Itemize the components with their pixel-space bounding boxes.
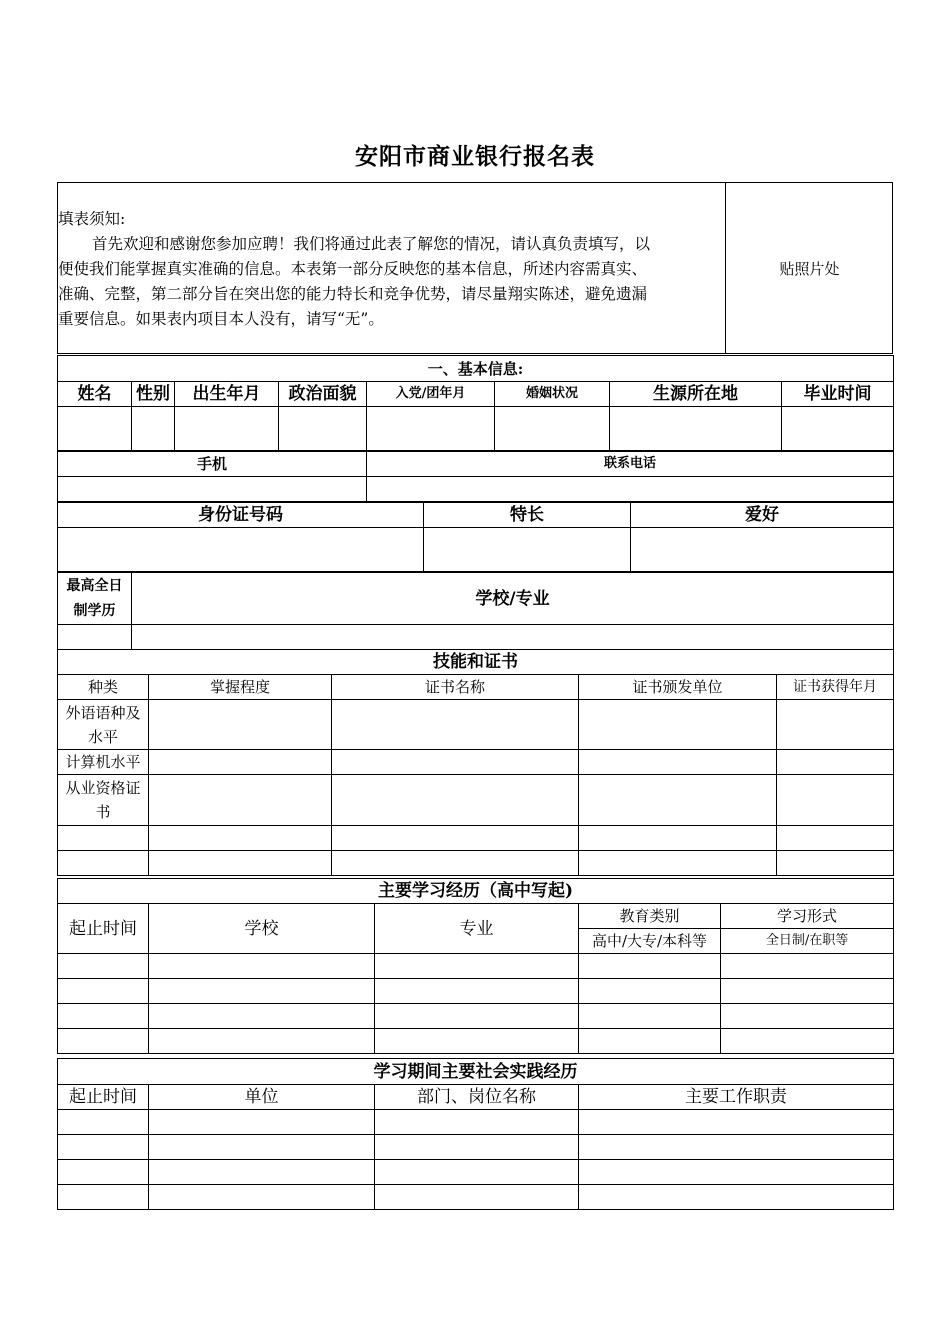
id-table [57,502,894,572]
skills-empty-cell[interactable] [332,851,579,876]
skills-empty-cell[interactable] [579,826,777,851]
practice-table [57,1058,894,1210]
cell-qualification-level[interactable] [149,775,332,826]
cell-computer-cert[interactable] [332,750,579,775]
notice-line-3: 准确、完整，第二部分旨在突出您的能力特长和竞争优势，请尽量翔实陈述，避免遗漏 [58,285,648,303]
col-type: 种类 [58,675,149,700]
practice-empty-cell[interactable] [58,1160,149,1185]
skills-table [57,649,894,876]
education-table [57,572,894,650]
col-issuer: 证书颁发单位 [579,675,777,700]
label-phone: 联系电话 [367,452,894,477]
col-practice-duty: 主要工作职责 [579,1085,894,1110]
cell-computer-date[interactable] [777,750,894,775]
label-party-date: 入党/团年月 [367,382,495,407]
label-birth: 出生年月 [175,382,279,407]
practice-empty-cell[interactable] [149,1185,375,1210]
practice-empty-cell[interactable] [579,1135,894,1160]
study-empty-cell[interactable] [579,954,721,979]
study-empty-cell[interactable] [579,1029,721,1054]
section-basic-info: 一、基本信息: [58,356,894,382]
practice-empty-cell[interactable] [375,1160,579,1185]
col-date: 证书获得年月 [777,675,894,700]
cell-qualification-cert[interactable] [332,775,579,826]
cell-computer-issuer[interactable] [579,750,777,775]
notice-line-4: 重要信息。如果表内项目本人没有，请写“无”。 [58,310,384,328]
practice-empty-cell[interactable] [149,1110,375,1135]
notice-line-2: 便使我们能掌握真实准确的信息。本表第一部分反映您的基本信息，所述内容需真实、 [58,260,648,278]
practice-empty-cell[interactable] [149,1135,375,1160]
cell-language-date[interactable] [777,700,894,750]
study-empty-cell[interactable] [721,954,894,979]
cell-qualification-issuer[interactable] [579,775,777,826]
skills-empty-cell[interactable] [777,826,894,851]
col-study-period: 起止时间 [58,904,149,954]
input-mobile[interactable] [58,477,367,502]
practice-empty-cell[interactable] [375,1110,579,1135]
skills-empty-cell[interactable] [777,851,894,876]
input-id-number[interactable] [58,528,424,572]
practice-empty-cell[interactable] [58,1135,149,1160]
row-language: 外语语种及水平 [58,700,149,750]
skills-empty-cell[interactable] [149,851,332,876]
col-practice-period: 起止时间 [58,1085,149,1110]
practice-empty-cell[interactable] [58,1110,149,1135]
input-gender[interactable] [132,407,175,451]
label-origin: 生源所在地 [610,382,782,407]
label-name: 姓名 [58,382,132,407]
study-empty-cell[interactable] [375,979,579,1004]
input-hobby[interactable] [631,528,894,572]
label-gender: 性别 [132,382,175,407]
row-qualification: 从业资格证书 [58,775,149,826]
input-origin[interactable] [610,407,782,451]
notice-box [57,182,893,354]
notice-heading: 填表须知: [58,210,126,228]
input-name[interactable] [58,407,132,451]
label-specialty: 特长 [424,503,631,528]
skills-empty-cell[interactable] [58,826,149,851]
col-edu-type: 教育类别 [579,904,721,929]
practice-empty-cell[interactable] [58,1185,149,1210]
practice-empty-cell[interactable] [579,1110,894,1135]
cell-computer-level[interactable] [149,750,332,775]
col-level: 掌握程度 [149,675,332,700]
input-party-date[interactable] [367,407,495,451]
page-title: 安阳市商业银行报名表 [355,143,595,170]
practice-empty-cell[interactable] [579,1185,894,1210]
basic-info-table [57,355,894,451]
skills-empty-cell[interactable] [149,826,332,851]
section-study: 主要学习经历（高中写起) [58,879,894,904]
col-study-form-hint: 全日制/在职等 [721,929,894,954]
col-cert: 证书名称 [332,675,579,700]
study-empty-cell[interactable] [149,979,375,1004]
label-mobile: 手机 [58,452,367,477]
photo-label: 贴照片处 [779,259,840,278]
col-practice-unit: 单位 [149,1085,375,1110]
study-empty-cell[interactable] [375,954,579,979]
input-education[interactable] [58,625,132,650]
label-marital: 婚姻状况 [495,382,610,407]
study-empty-cell[interactable] [58,954,149,979]
label-politics: 政治面貌 [279,382,367,407]
col-study-form: 学习形式 [721,904,894,929]
input-graduation[interactable] [782,407,894,451]
skills-empty-cell[interactable] [332,826,579,851]
cell-language-level[interactable] [149,700,332,750]
study-empty-cell[interactable] [58,1004,149,1029]
study-empty-cell[interactable] [579,1004,721,1029]
cell-language-cert[interactable] [332,700,579,750]
label-hobby: 爱好 [631,503,894,528]
label-school-major: 学校/专业 [132,573,894,625]
section-skills: 技能和证书 [58,650,894,675]
study-empty-cell[interactable] [721,979,894,1004]
input-politics[interactable] [279,407,367,451]
section-practice: 学习期间主要社会实践经历 [58,1059,894,1085]
study-empty-cell[interactable] [58,979,149,1004]
skills-empty-cell[interactable] [58,851,149,876]
study-empty-cell[interactable] [721,1029,894,1054]
study-empty-cell[interactable] [149,1029,375,1054]
input-specialty[interactable] [424,528,631,572]
practice-empty-cell[interactable] [149,1160,375,1185]
photo-placeholder[interactable] [725,183,893,353]
col-study-school: 学校 [149,904,375,954]
study-empty-cell[interactable] [58,1029,149,1054]
input-birth[interactable] [175,407,279,451]
study-empty-cell[interactable] [149,1004,375,1029]
contact-table [57,451,894,502]
input-marital[interactable] [495,407,610,451]
study-empty-cell[interactable] [721,1004,894,1029]
label-id-number: 身份证号码 [58,503,424,528]
practice-empty-cell[interactable] [375,1135,579,1160]
study-empty-cell[interactable] [375,1004,579,1029]
notice-text [58,207,725,332]
col-edu-type-hint: 高中/大专/本科等 [579,929,721,954]
cell-qualification-date[interactable] [777,775,894,826]
notice-line-1: 首先欢迎和感谢您参加应聘！我们将通过此表了解您的情况，请认真负责填写，以 [92,235,651,253]
cell-language-issuer[interactable] [579,700,777,750]
label-graduation: 毕业时间 [782,382,894,407]
skills-empty-cell[interactable] [579,851,777,876]
row-computer: 计算机水平 [58,750,149,775]
study-table [57,878,894,1054]
col-practice-position: 部门、岗位名称 [375,1085,579,1110]
input-phone[interactable] [367,477,894,502]
col-study-major: 专业 [375,904,579,954]
practice-empty-cell[interactable] [375,1185,579,1210]
label-education: 最高全日制学历 [58,573,132,625]
practice-empty-cell[interactable] [579,1160,894,1185]
study-empty-cell[interactable] [579,979,721,1004]
input-school-major[interactable] [132,625,894,650]
study-empty-cell[interactable] [375,1029,579,1054]
study-empty-cell[interactable] [149,954,375,979]
